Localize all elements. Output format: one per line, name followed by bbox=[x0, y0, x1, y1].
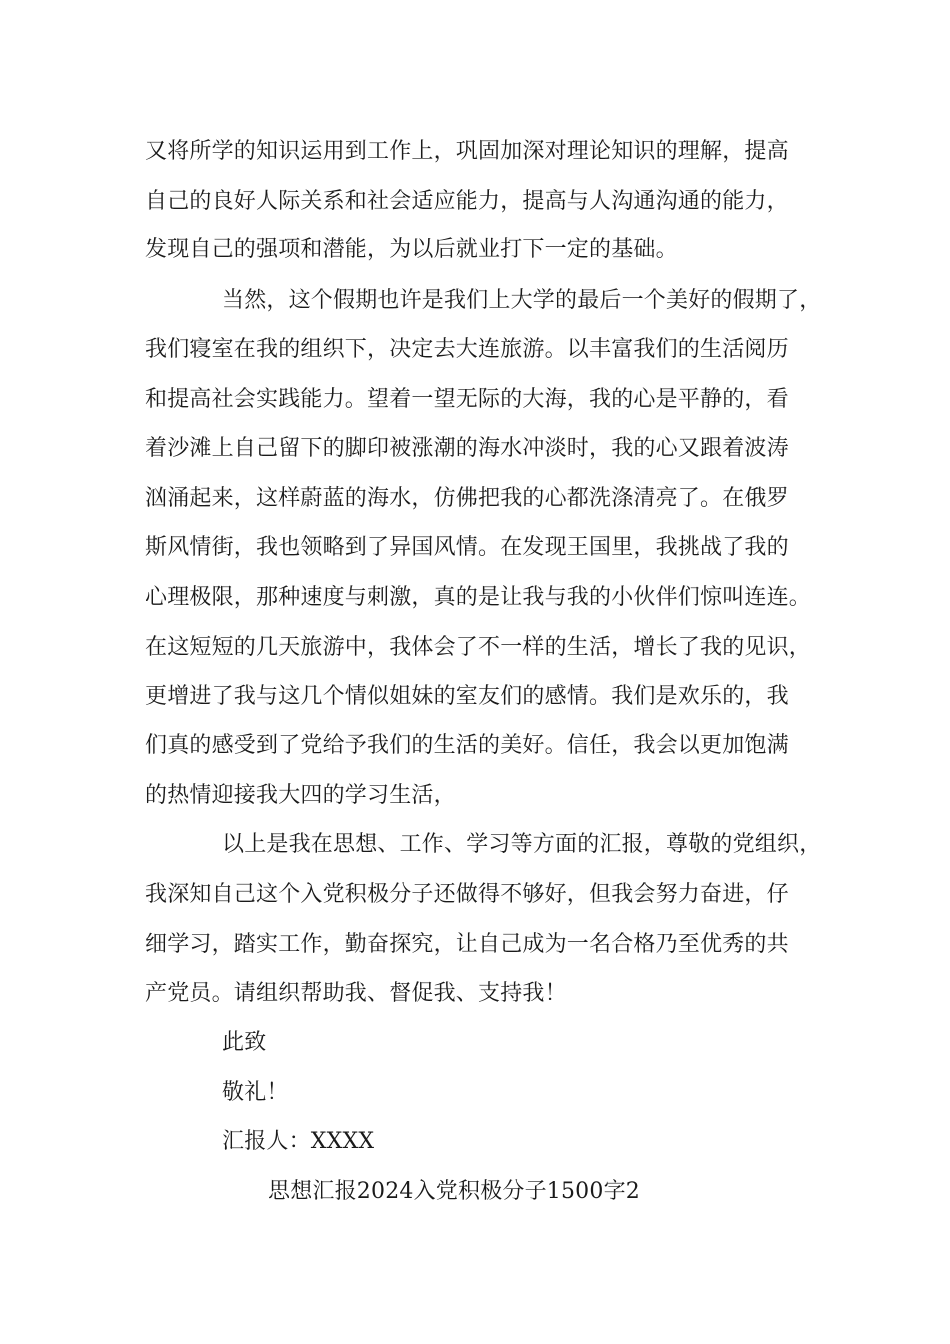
paragraph-2-line-8: 在这短短的几天旅游中，我体会了不一样的生活，增长了我的见识， bbox=[145, 635, 812, 660]
paragraph-2-line-2: 我们寝室在我的组织下，决定去大连旅游。以丰富我们的生活阅历 bbox=[145, 337, 789, 362]
closing-salutation: 此致 bbox=[222, 1030, 267, 1055]
closing-respect: 敬礼！ bbox=[222, 1080, 289, 1105]
paragraph-1-line-2: 自己的良好人际关系和社会适应能力，提高与人沟通沟通的能力， bbox=[145, 189, 789, 214]
paragraph-1-line-3: 发现自己的强项和潜能，为以后就业打下一定的基础。 bbox=[145, 237, 678, 262]
paragraph-2-line-10: 们真的感受到了党给予我们的生活的美好。信任，我会以更加饱满 bbox=[145, 733, 789, 758]
paragraph-2-line-6: 斯风情街，我也领略到了异国风情。在发现王国里，我挑战了我的 bbox=[145, 535, 789, 560]
paragraph-3-line-4: 产党员。请组织帮助我、督促我、支持我！ bbox=[145, 981, 567, 1006]
closing-reporter: 汇报人：XXXX bbox=[222, 1129, 375, 1154]
paragraph-2-line-3: 和提高社会实践能力。望着一望无际的大海，我的心是平静的，看 bbox=[145, 387, 789, 412]
paragraph-3-line-3: 细学习，踏实工作，勤奋探究，让自己成为一名合格乃至优秀的共 bbox=[145, 932, 789, 957]
paragraph-2-line-4: 着沙滩上自己留下的脚印被涨潮的海水冲淡时，我的心又跟着波涛 bbox=[145, 436, 789, 461]
paragraph-2-line-11: 的热情迎接我大四的学习生活， bbox=[145, 783, 456, 808]
paragraph-3-line-1: 以上是我在思想、工作、学习等方面的汇报，尊敬的党组织， bbox=[222, 832, 822, 857]
paragraph-2-line-9: 更增进了我与这几个情似姐妹的室友们的感情。我们是欢乐的，我 bbox=[145, 684, 789, 709]
paragraph-2-line-7: 心理极限，那种速度与刺激，真的是让我与我的小伙伴们惊叫连连。 bbox=[145, 585, 812, 610]
paragraph-1-line-1: 又将所学的知识运用到工作上，巩固加深对理论知识的理解，提高 bbox=[145, 139, 789, 164]
paragraph-2-line-1: 当然，这个假期也许是我们上大学的最后一个美好的假期了， bbox=[222, 288, 822, 313]
paragraph-2-line-5: 汹涌起来，这样蔚蓝的海水，仿佛把我的心都洗涤清亮了。在俄罗 bbox=[145, 486, 789, 511]
next-document-heading: 思想汇报2024入党积极分子1500字2 bbox=[268, 1179, 640, 1204]
paragraph-3-line-2: 我深知自己这个入党积极分子还做得不够好，但我会努力奋进，仔 bbox=[145, 882, 789, 907]
